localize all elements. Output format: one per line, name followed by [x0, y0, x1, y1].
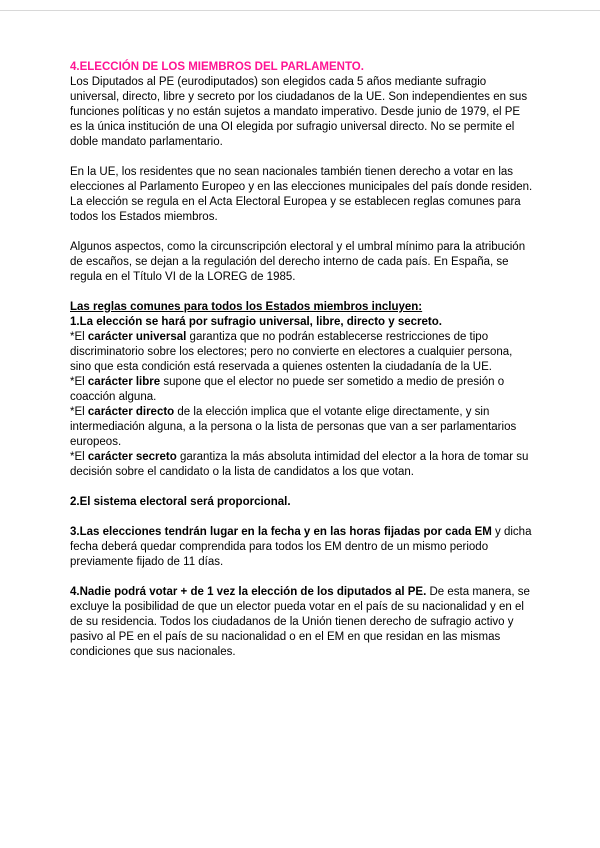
text-run: de la elección implica que el votante elige directamente, y sin intermediación alguna, a la persona o la lista de personas que van a ser parlamentarios europeos.	[70, 406, 517, 448]
blank-line	[70, 285, 534, 300]
text-run: garantiza que no podrán establecerse restricciones de tipo discriminatorio sobre los electores; pero no convierte en electores a cualquier persona, sino que esta condición está reservada a quienes ostenten la ciudadanía de la UE.	[70, 331, 513, 373]
text-run: y dicha fecha deberá quedar comprendida para todos los EM dentro de un mismo periodo previamente fijado de 11 días.	[70, 526, 532, 568]
paragraph	[70, 405, 534, 450]
paragraph	[70, 525, 534, 570]
text-run: 4.Nadie podrá votar + de 1 vez la elección de los diputados al PE.	[70, 586, 430, 598]
text-run: garantiza la más absoluta intimidad del elector a la hora de tomar su decisión sobre el candidato o la lista de candidatos a los que votan.	[70, 451, 529, 478]
text-run: *El	[70, 331, 88, 343]
paragraph	[70, 300, 534, 315]
blank-line	[70, 150, 534, 165]
paragraph	[70, 330, 534, 375]
doc-title: 4.ELECCIÓN DE LOS MIEMBROS DEL PARLAMENTO.	[70, 61, 364, 73]
paragraph	[70, 315, 534, 330]
text-run: carácter libre	[87, 376, 161, 388]
paragraph	[70, 240, 534, 285]
blank-line	[70, 225, 534, 240]
paragraph	[70, 75, 534, 150]
text-run: 2.El sistema electoral será proporcional.	[70, 496, 291, 508]
blank-line	[70, 480, 534, 495]
text-run: carácter universal	[87, 331, 187, 343]
text-run: En la UE, los residentes que no sean nacionales también tienen derecho a votar en las elecciones al Parlamento Europeo y en las elecciones municipales del país donde residen. La elección se regula en el Acta Electoral Europea y se establecen reglas comunes para todos los Estados miembros.	[70, 166, 533, 223]
text-run: Algunos aspectos, como la circunscripción electoral y el umbral mínimo para la atribución de escaños, se dejan a la regulación del derecho interno de cada país. En España, se regula en el Título VI de la LOREG de 1985.	[70, 241, 526, 283]
text-run: *El	[70, 376, 88, 388]
paragraph	[70, 450, 534, 480]
text-run: *El	[70, 406, 88, 418]
paragraph	[70, 585, 534, 660]
text-run: De esta manera, se excluye la posibilidad de que un elector pueda votar en el país de su nacionalidad y en el de su residencia. Todos los ciudadanos de la Unión tienen derecho de sufragio activo y pasivo al PE en el país de su nacionalidad o en el EM en que residan en las mismas condiciones que sus nacionales.	[70, 586, 530, 658]
page-top-divider	[0, 10, 600, 11]
text-run: *El	[70, 451, 88, 463]
document-body	[70, 75, 534, 660]
text-run: 1.La elección se hará por sufragio universal, libre, directo y secreto.	[70, 316, 442, 328]
text-run: Los Diputados al PE (eurodiputados) son elegidos cada 5 años mediante sufragio universal, directo, libre y secreto por los ciudadanos de la UE. Son independientes en sus funciones políticas y no están sujetos a mandato imperativo. Desde junio de 1979, el PE es la única institución de una OI elegida por sufragio universal directo. No se permite el doble mandato parlamentario.	[70, 76, 528, 148]
paragraph	[70, 165, 534, 225]
text-run: carácter directo	[87, 406, 175, 418]
blank-line	[70, 570, 534, 585]
paragraph	[70, 375, 534, 405]
text-run: supone que el elector no puede ser sometido a medio de presión o coacción alguna.	[70, 376, 505, 403]
blank-line	[70, 510, 534, 525]
text-run: Las reglas comunes para todos los Estados miembros incluyen:	[70, 301, 423, 313]
text-run: carácter secreto	[87, 451, 177, 463]
text-run: 3.Las elecciones tendrán lugar en la fecha y en las horas fijadas por cada EM	[70, 526, 492, 538]
paragraph	[70, 495, 534, 510]
